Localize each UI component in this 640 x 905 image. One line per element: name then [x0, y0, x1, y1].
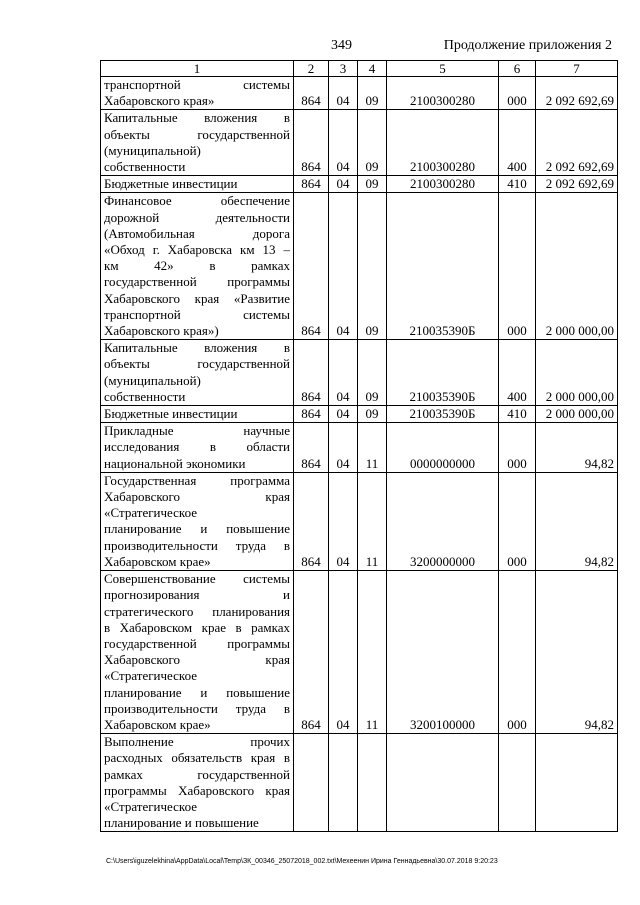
- expense-type-cell: 000: [499, 571, 536, 734]
- row-name-line: объекты государственной: [104, 126, 290, 142]
- row-name-line: планирование и повышение: [104, 684, 290, 700]
- ministry-code-cell: 864: [294, 77, 329, 110]
- table-row: [101, 472, 618, 570]
- row-name-cell: [101, 193, 294, 340]
- row-name-line: Хабаровском крае»: [104, 716, 211, 732]
- row-name-line: объекты государственной: [104, 356, 290, 372]
- row-name-line: прогнозирования и: [104, 587, 290, 603]
- ministry-code-cell: 864: [294, 340, 329, 406]
- row-name-line: транспортной системы: [104, 77, 290, 92]
- row-name-line: государственной программы: [104, 635, 290, 651]
- row-name-line: км 42» в рамках: [104, 258, 290, 274]
- subsection-code-cell: 09: [358, 340, 387, 406]
- row-name-line: Прикладные научные: [104, 423, 290, 439]
- column-header: 3: [329, 61, 358, 77]
- table-row: [101, 734, 618, 832]
- expense-type-cell: 000: [499, 193, 536, 340]
- row-name-line: Хабаровского края «Развитие: [104, 290, 290, 306]
- continuation-title: Продолжение приложения 2: [443, 38, 612, 53]
- amount-cell: 94,82: [536, 472, 618, 570]
- row-name-line: Государственная программа: [104, 472, 290, 488]
- section-code-cell: 04: [329, 571, 358, 734]
- column-header: 1: [101, 61, 294, 77]
- expense-type-cell: [499, 734, 536, 832]
- subsection-code-cell: 09: [358, 406, 387, 423]
- expense-type-cell: 000: [499, 77, 536, 110]
- row-name-line: Совершенствование системы: [104, 571, 290, 587]
- row-name-line: Хабаровского края»: [104, 93, 215, 109]
- row-name-line: производительности труда в: [104, 537, 290, 553]
- column-header: 4: [358, 61, 387, 77]
- amount-cell: 2 000 000,00: [536, 340, 618, 406]
- section-code-cell: 04: [329, 193, 358, 340]
- row-name-cell: [101, 423, 294, 473]
- row-name-line: в Хабаровском крае в рамках: [104, 619, 290, 635]
- amount-cell: 2 000 000,00: [536, 193, 618, 340]
- row-name-cell: [101, 472, 294, 570]
- table-row: [101, 423, 618, 473]
- row-name-line: Хабаровского края: [104, 652, 290, 668]
- expense-type-cell: 000: [499, 472, 536, 570]
- row-name-line: стратегического планирования: [104, 603, 290, 619]
- row-name-line: производительности труда в: [104, 700, 290, 716]
- row-name-line: собственности: [104, 159, 186, 175]
- table-row: [101, 77, 618, 110]
- row-name-line: расходных обязательств края в: [104, 750, 290, 766]
- expense-type-cell: 000: [499, 423, 536, 473]
- target-article-cell: 210035390Б: [387, 193, 499, 340]
- table-header-row: [101, 61, 618, 77]
- expense-type-cell: 400: [499, 110, 536, 176]
- target-article-cell: 210035390Б: [387, 406, 499, 423]
- row-name-line: дорожной деятельности: [104, 209, 290, 225]
- row-name-line: «Обход г. Хабаровска км 13 –: [104, 242, 290, 258]
- row-name-line: Хабаровского края: [104, 489, 290, 505]
- page-number: 349: [331, 38, 352, 53]
- subsection-code-cell: 09: [358, 176, 387, 193]
- row-name-line: Бюджетные инвестиции: [104, 176, 238, 192]
- row-name-line: исследования в области: [104, 439, 290, 455]
- ministry-code-cell: 864: [294, 193, 329, 340]
- subsection-code-cell: [358, 734, 387, 832]
- file-path-footer: C:\Users\iguzelekhina\AppData\Local\Temp\ЗК_00346_25072018_002.txt\Мехеенин Ирина Геннадьевна\30.07.2018 9:20:23: [106, 858, 498, 865]
- amount-cell: [536, 734, 618, 832]
- table-row: [101, 110, 618, 176]
- column-header: 7: [536, 61, 618, 77]
- subsection-code-cell: 09: [358, 77, 387, 110]
- row-name-line: «Стратегическое: [104, 798, 197, 814]
- section-code-cell: 04: [329, 77, 358, 110]
- section-code-cell: 04: [329, 176, 358, 193]
- target-article-cell: 2100300280: [387, 110, 499, 176]
- row-name-cell: [101, 571, 294, 734]
- row-name-line: «Стратегическое: [104, 668, 197, 684]
- row-name-line: (муниципальной): [104, 372, 201, 388]
- row-name-line: национальной экономики: [104, 455, 246, 471]
- row-name-line: Хабаровском крае»: [104, 553, 211, 569]
- column-header: 2: [294, 61, 329, 77]
- table-row: [101, 406, 618, 423]
- row-name-line: планирование и повышение: [104, 815, 259, 831]
- target-article-cell: [387, 734, 499, 832]
- row-name-line: (муниципальной): [104, 142, 201, 158]
- section-code-cell: [329, 734, 358, 832]
- subsection-code-cell: 11: [358, 472, 387, 570]
- row-name-line: государственной программы: [104, 274, 290, 290]
- amount-cell: 2 092 692,69: [536, 77, 618, 110]
- row-name-line: Капитальные вложения в: [104, 340, 290, 356]
- target-article-cell: 0000000000: [387, 423, 499, 473]
- target-article-cell: 210035390Б: [387, 340, 499, 406]
- section-code-cell: 04: [329, 472, 358, 570]
- row-name-line: планирование и повышение: [104, 521, 290, 537]
- row-name-line: Бюджетные инвестиции: [104, 406, 238, 422]
- expense-type-cell: 410: [499, 406, 536, 423]
- amount-cell: 94,82: [536, 571, 618, 734]
- table-row: [101, 176, 618, 193]
- budget-table: [100, 60, 618, 832]
- column-header: 5: [387, 61, 499, 77]
- target-article-cell: 2100300280: [387, 176, 499, 193]
- row-name-cell: [101, 176, 294, 193]
- subsection-code-cell: 11: [358, 423, 387, 473]
- ministry-code-cell: 864: [294, 571, 329, 734]
- table-row: [101, 340, 618, 406]
- row-name-line: Хабаровского края»): [104, 323, 219, 339]
- row-name-line: Выполнение прочих: [104, 734, 290, 750]
- subsection-code-cell: 09: [358, 110, 387, 176]
- row-name-cell: [101, 406, 294, 423]
- ministry-code-cell: 864: [294, 472, 329, 570]
- section-code-cell: 04: [329, 110, 358, 176]
- amount-cell: 2 000 000,00: [536, 406, 618, 423]
- target-article-cell: 2100300280: [387, 77, 499, 110]
- row-name-line: собственности: [104, 388, 186, 404]
- table-row: [101, 193, 618, 340]
- row-name-line: рамках государственной: [104, 766, 290, 782]
- row-name-line: Финансовое обеспечение: [104, 193, 290, 209]
- target-article-cell: 3200000000: [387, 472, 499, 570]
- amount-cell: 94,82: [536, 423, 618, 473]
- row-name-cell: [101, 77, 294, 110]
- amount-cell: 2 092 692,69: [536, 176, 618, 193]
- ministry-code-cell: 864: [294, 423, 329, 473]
- expense-type-cell: 400: [499, 340, 536, 406]
- ministry-code-cell: 864: [294, 176, 329, 193]
- section-code-cell: 04: [329, 406, 358, 423]
- row-name-cell: [101, 734, 294, 832]
- row-name-line: Капитальные вложения в: [104, 110, 290, 126]
- section-code-cell: 04: [329, 340, 358, 406]
- row-name-line: «Стратегическое: [104, 505, 197, 521]
- row-name-line: (Автомобильная дорога: [104, 225, 290, 241]
- subsection-code-cell: 09: [358, 193, 387, 340]
- amount-cell: 2 092 692,69: [536, 110, 618, 176]
- section-code-cell: 04: [329, 423, 358, 473]
- row-name-cell: [101, 340, 294, 406]
- target-article-cell: 3200100000: [387, 571, 499, 734]
- subsection-code-cell: 11: [358, 571, 387, 734]
- row-name-cell: [101, 110, 294, 176]
- ministry-code-cell: 864: [294, 406, 329, 423]
- row-name-line: транспортной системы: [104, 306, 290, 322]
- table-row: [101, 571, 618, 734]
- ministry-code-cell: [294, 734, 329, 832]
- expense-type-cell: 410: [499, 176, 536, 193]
- row-name-line: программы Хабаровского края: [104, 782, 290, 798]
- ministry-code-cell: 864: [294, 110, 329, 176]
- column-header: 6: [499, 61, 536, 77]
